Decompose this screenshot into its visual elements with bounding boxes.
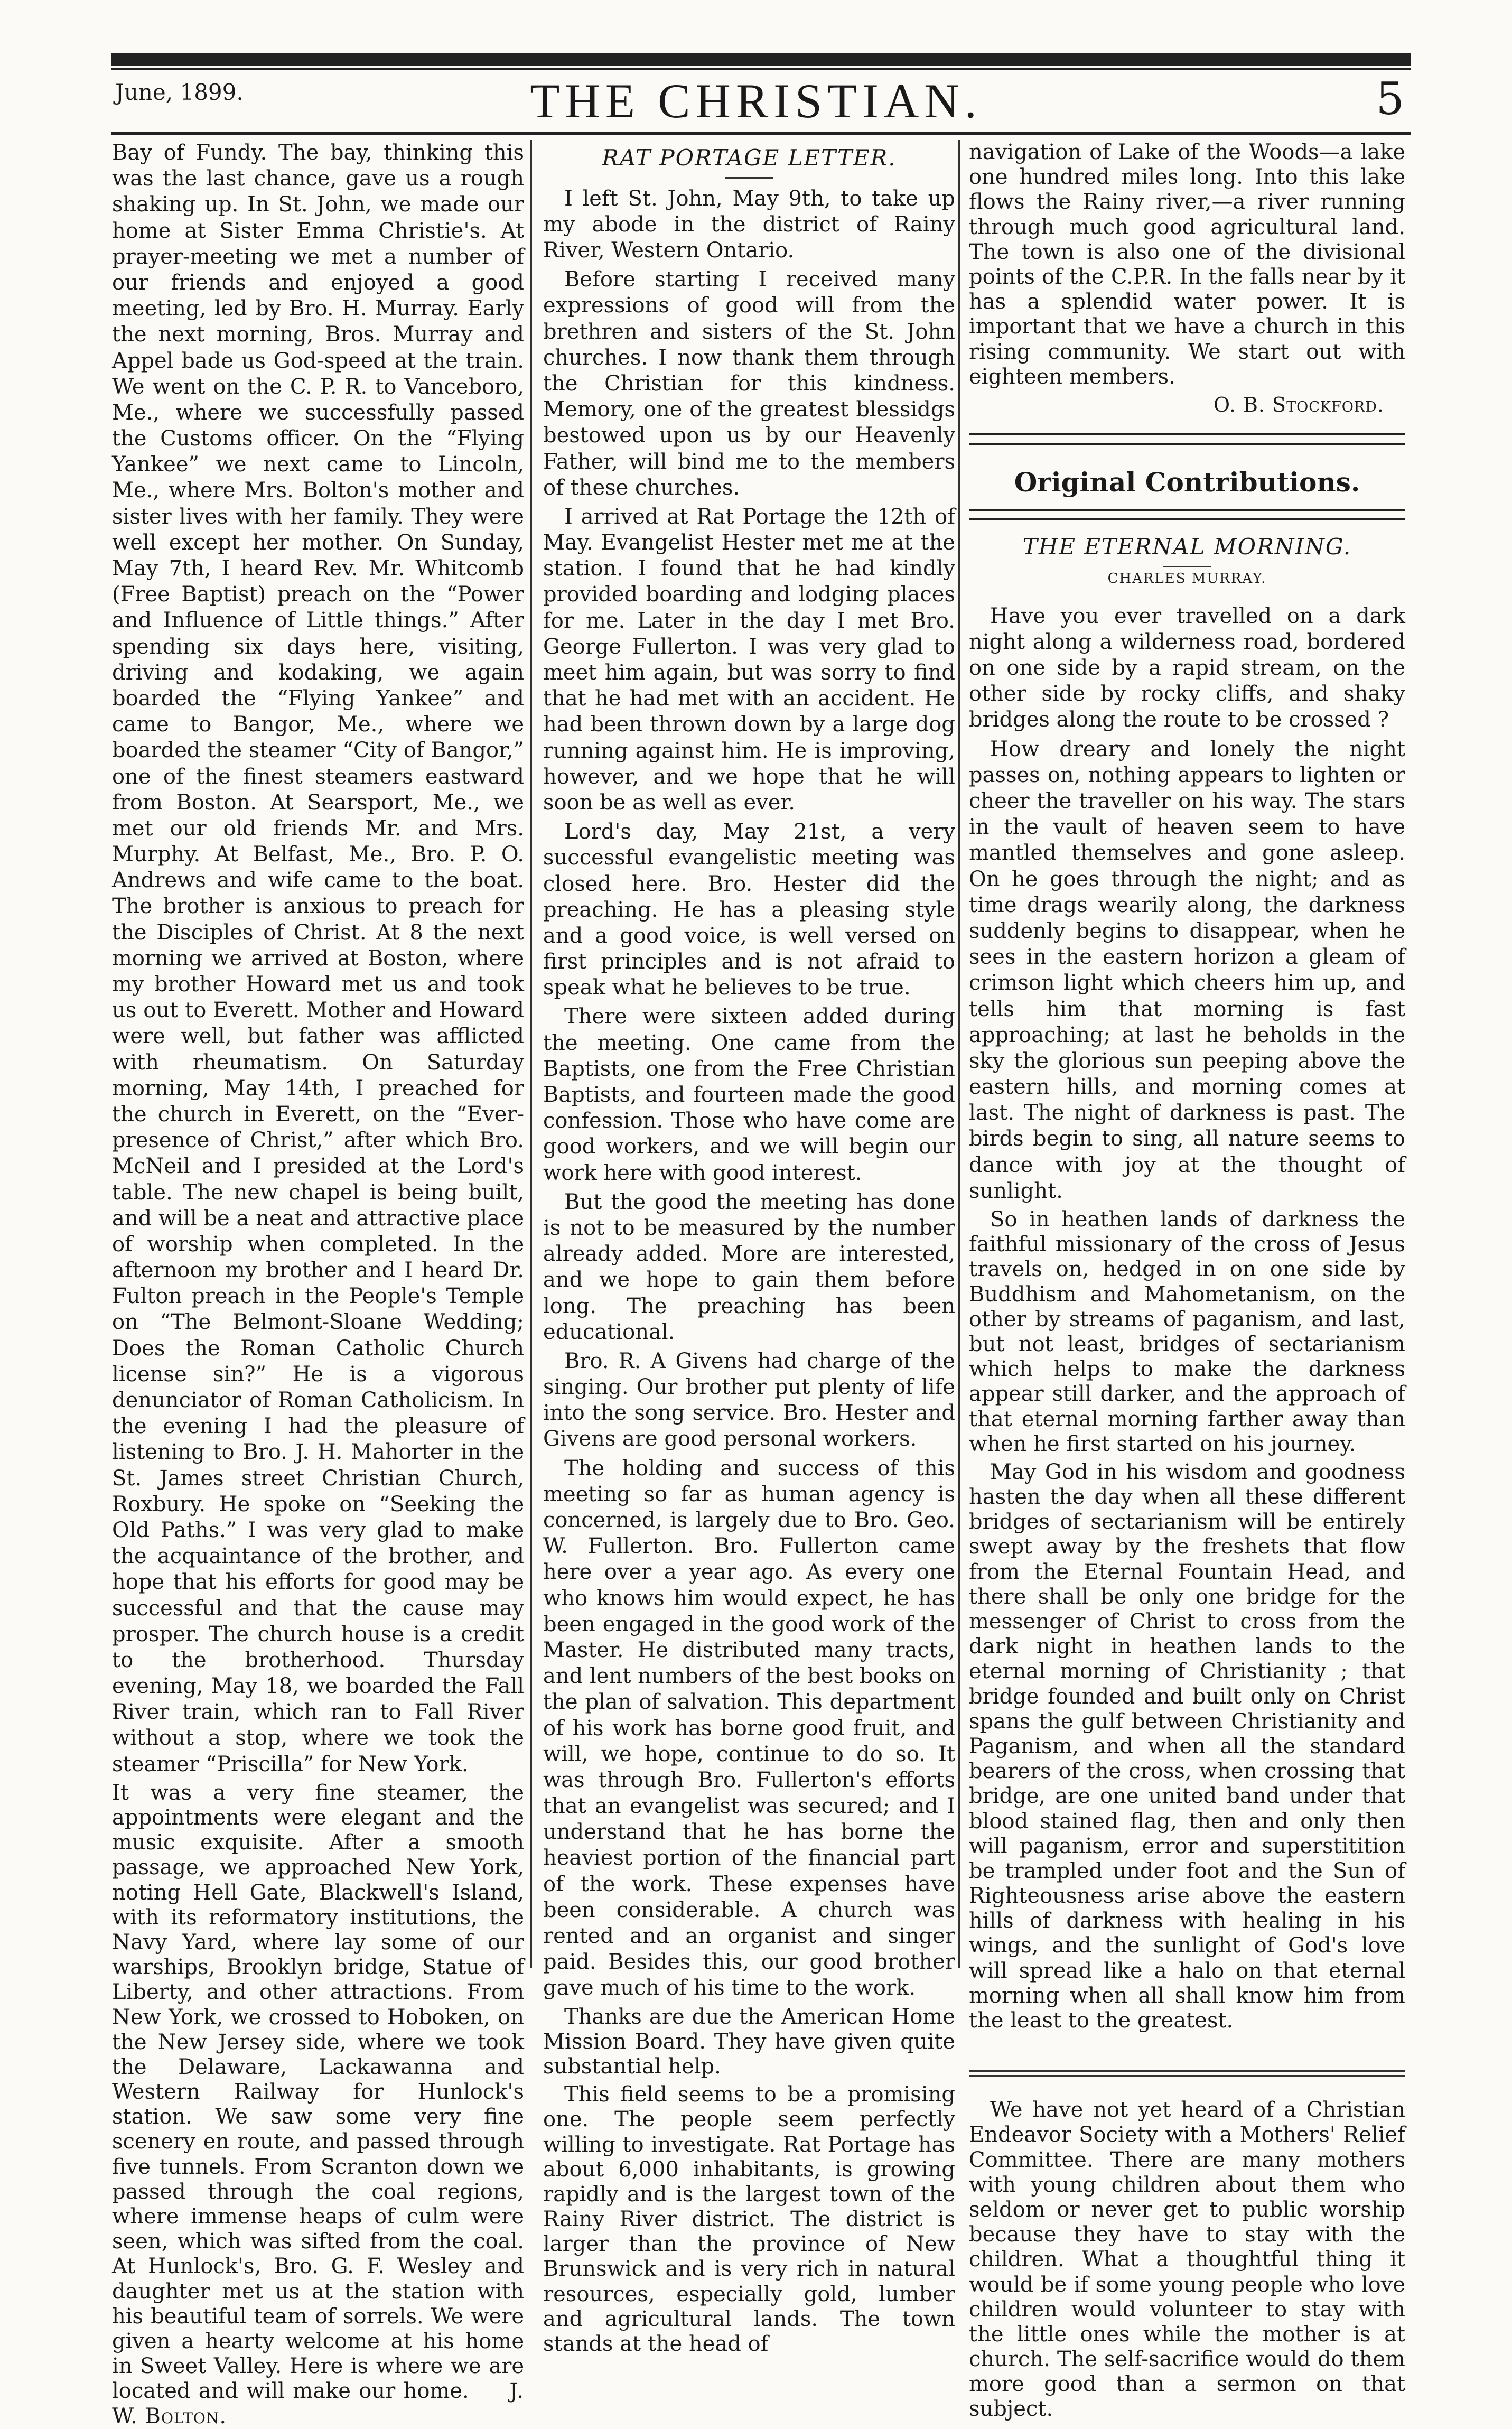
paragraph: Thanks are due the American Home Mission Board. They have given quite substantial help. <box>543 2004 955 2079</box>
article-heading: THE ETERNAL MORNING. <box>1022 534 1352 560</box>
paragraph: I arrived at Rat Portage the 12th of May. Evangelist Hester met me at the station. I found that he had kindly provided boarding and lodging places for me. Later in the day I met Bro. George Fullerton. I was very glad to meet him again, but was sorry to find that he had met with an accident. He had been thrown down by a large dog running against him. He is improving, however, and we hope that he will soon be as well as ever. <box>543 504 955 815</box>
top-border-band <box>111 53 1411 66</box>
header-rule <box>111 132 1411 135</box>
paragraph: There were sixteen added during the meeting. One came from the Baptists, one from the Free Christian Baptists, and fourteen made the good confession. Those who have come are good workers, and we will begin our work here with good interest. <box>543 1004 955 1185</box>
article-separator <box>969 2070 1405 2077</box>
paragraph: This field seems to be a promising one. The people seem perfectly willing to investigate. Rat Portage has about 6,000 inhabitants, is growing rapidly and is the largest town of the Rainy River district. The district is larger than the province of New Brunswick and is very rich in natural resources, especially gold, lumber and agricultural lands. The town stands at the head of <box>543 2082 955 2357</box>
column-2 <box>543 140 955 2357</box>
paragraph: How dreary and lonely the night passes on, nothing appears to lighten or cheer the traveller on his way. The stars in the vault of heaven seem to have mantled themselves and gone asleep. On he goes through the night; and as time drags wearily along, the darkness suddenly begins to disappear, when he sees in the eastern horizon a gleam of crimson light which cheers him up, and tells him that morning is fast approaching; at last he beholds in the sky the glorious sun peeping above the eastern hills, and morning comes at last. The night of darkness is past. The birds begin to sing, all nature seems to dance with joy at the thought of sunlight. <box>969 737 1405 1203</box>
column-divider <box>958 140 960 1968</box>
paragraph: Lord's day, May 21st, a very successful evangelistic meeting was closed here. Bro. Hester did the preaching. He has a pleasing style and a good voice, is well versed on first principles and is not afraid to speak what he believes to be true. <box>543 820 955 1000</box>
paragraph <box>112 1781 524 2429</box>
paragraph: We have not yet heard of a Christian Endeavor Society with a Mothers' Relief Committee. There are many mothers with young children about them who seldom or never get to public worship because they have to stay with the children. What a thoughtful thing it would be if some young people who love children would volunteer to stay with the little ones while the mother is at church. The self-sacrifice would do them more good than a sermon on that subject. <box>969 2098 1405 2422</box>
paragraph: navigation of Lake of the Woods—a lake one hundred miles long. Into this lake flows the Rainy river,—a river running through much good agricultural land. The town is also one of the divisional points of the C.P.R. In the falls near by it has a splendid water power. It is important that we have a church in this rising community. We start out with eighteen members. <box>969 140 1405 389</box>
section-rule <box>969 433 1405 445</box>
heading-rule <box>725 177 773 179</box>
signature: J. W. Bolton. <box>112 2379 524 2428</box>
column-divider <box>530 140 532 1968</box>
paragraph: But the good the meeting has done is not to be measured by the number already added. More are interested, and we hope to gain them before long. The preaching has been educational. <box>543 1189 955 1344</box>
section-heading: Original Contributions. <box>1014 466 1360 498</box>
column-3 <box>969 140 1405 2422</box>
section-rule <box>969 509 1405 520</box>
signature: O. B. Stockford. <box>1213 393 1384 416</box>
top-border-thin <box>111 68 1411 70</box>
issue-date: June, 1899. <box>115 79 244 105</box>
heading-rule <box>1163 566 1211 567</box>
article-byline: CHARLES MURRAY. <box>1107 570 1267 587</box>
paragraph: May God in his wisdom and goodness hasten the day when all these different bridges of sectarianism will be entirely swept away by the freshets that flow from the Eternal Fountain Head, and there shall be only one bridge for the messenger of Christ to cross from the dark night in heathen lands to the eternal morning of Christianity ; that bridge founded and built only on Christ spans the gulf between Christianity and Paganism, and when all the standard bearers of the cross, when crossing that bridge, are one united band under that blood stained flag, then and only then will paganism, error and superstitition be trampled under foot and the Sun of Righteousness arise above the eastern hills of darkness with healing in his wings, and the sunlight of God's love will spread like a halo on that eternal morning when all shall know him from the least to the greatest. <box>969 1459 1405 2033</box>
paragraph: Before starting I received many expressions of good will from the brethren and sisters of the St. John churches. I now thank them through the Christian for this kindness. Memory, one of the greatest blessidgs bestowed upon us by our Heavenly Father, will bind me to the members of these churches. <box>543 267 955 500</box>
paragraph: Bay of Fundy. The bay, thinking this was the last chance, gave us a rough shaking up. In St. John, we made our home at Sister Emma Christie's. At prayer-meeting we met a number of our friends and enjoyed a good meeting, led by Bro. H. Murray. Early the next morning, Bros. Murray and Appel bade us God-speed at the train. We went on the C. P. R. to Vanceboro, Me., where we successfully passed the Customs officer. On the “Flying Yankee” we next came to Lincoln, Me., where Mrs. Bolton's mother and sister lives with her family. They were well except her mother. On Sunday, May 7th, I heard Rev. Mr. Whitcomb (Free Baptist) preach on the “Power and Influence of Little things.” After spending six days here, visiting, driving and kodaking, we again boarded the “Flying Yankee” and came to Bangor, Me., where we boarded the steamer “City of Bangor,” one of the finest steamers eastward from Boston. At Searsport, Me., we met our old friends Mr. and Mrs. Murphy. At Belfast, Me., Bro. P. O. Andrews and wife came to the boat. The brother is anxious to preach for the Disciples of Christ. At 8 the next morning we arrived at Boston, where my brother Howard met us and took us out to Everett. Mother and Howard were well, but father was afflicted with rheumatism. On Saturday morning, May 14th, I preached for the church in Everett, on the “Ever-presence of Christ,” after which Bro. McNeil and I presided at the Lord's table. The new chapel is being built, and will be a neat and attractive place of worship when completed. In the afternoon my brother and I heard Dr. Fulton preach in the People's Temple on “The Belmont-Sloane Wedding; Does the Roman Catholic Church license sin?” He is a vigorous denunciator of Roman Catholicism. In the evening I had the pleasure of listening to Bro. J. H. Mahorter in the St. James street Christian Church, Roxbury. He spoke on “Seeking the Old Paths.” I was very glad to make the acquaintance of the brother, and hope that his efforts for good may be successful and that the cause may prosper. The church house is a credit to the brotherhood. Thursday evening, May 18, we boarded the Fall River train, which ran to Fall River without a stop, where we took the steamer “Priscilla” for New York. <box>112 141 524 1776</box>
paragraph-text: It was a very fine steamer, the appointments were elegant and the music exquisite. After a smooth passage, we approached New York, noting Hell Gate, Blackwell's Island, with its reformatory institutions, the Navy Yard, where lay some of our warships, Brooklyn bridge, Statue of Liberty, and other attractions. From New York, we crossed to Hoboken, on the New Jersey side, where we took the Delaware, Lackawanna and Western Railway for Hunlock's station. We saw some very fine scenery en route, and passed through five tunnels. From Scranton down we passed through the coal regions, where immense heaps of culm were seen, which was sifted from the coal. At Hunlock's, Bro. G. F. Wesley and daughter met us at the station with his beautiful team of sorrels. We were given a hearty welcome at his home in Sweet Valley. Here is where we are located and will make our home. <box>112 1780 524 2404</box>
masthead-title: THE CHRISTIAN. <box>530 74 982 128</box>
column-1 <box>112 140 524 2428</box>
paragraph: So in heathen lands of darkness the faithful missionary of the cross of Jesus travels on, hedged in on one side by Buddhism and Mahometanism, on the other by streams of paganism, and last, but not least, bridges of sectarianism which helps to make the darkness appear still darker, and the approach of that eternal morning farther away than when he first started on his journey. <box>969 1207 1405 1456</box>
paragraph: Bro. R. A Givens had charge of the singing. Our brother put plenty of life into the song service. Bro. Hester and Givens are good personal workers. <box>543 1348 955 1451</box>
article-heading: RAT PORTAGE LETTER. <box>602 145 897 171</box>
page-number: 5 <box>1376 73 1404 125</box>
paragraph: Have you ever travelled on a dark night along a wilderness road, bordered on one side by a rapid stream, on the other side by rocky cliffs, and shaky bridges along the route to be crossed ? <box>969 603 1405 732</box>
paragraph: The holding and success of this meeting so far as human agency is concerned, is largely due to Bro. Geo. W. Fullerton. Bro. Fullerton came here over a year ago. As every one who knows him would expect, he has been engaged in the good work of the Master. He distributed many tracts, and lent numbers of the best books on the plan of salvation. This department of his work has borne good fruit, and will, we hope, continue to do so. It was through Bro. Fullerton's efforts that an evangelist was secured; and I understand that he has borne the heaviest portion of the financial part of the work. These expenses have been considerable. A church was rented and an organist and singer paid. Besides this, our good brother gave much of his time to the work. <box>543 1456 955 2000</box>
paragraph: I left St. John, May 9th, to take up my abode in the district of Rainy River, Western Ontario. <box>543 186 955 263</box>
